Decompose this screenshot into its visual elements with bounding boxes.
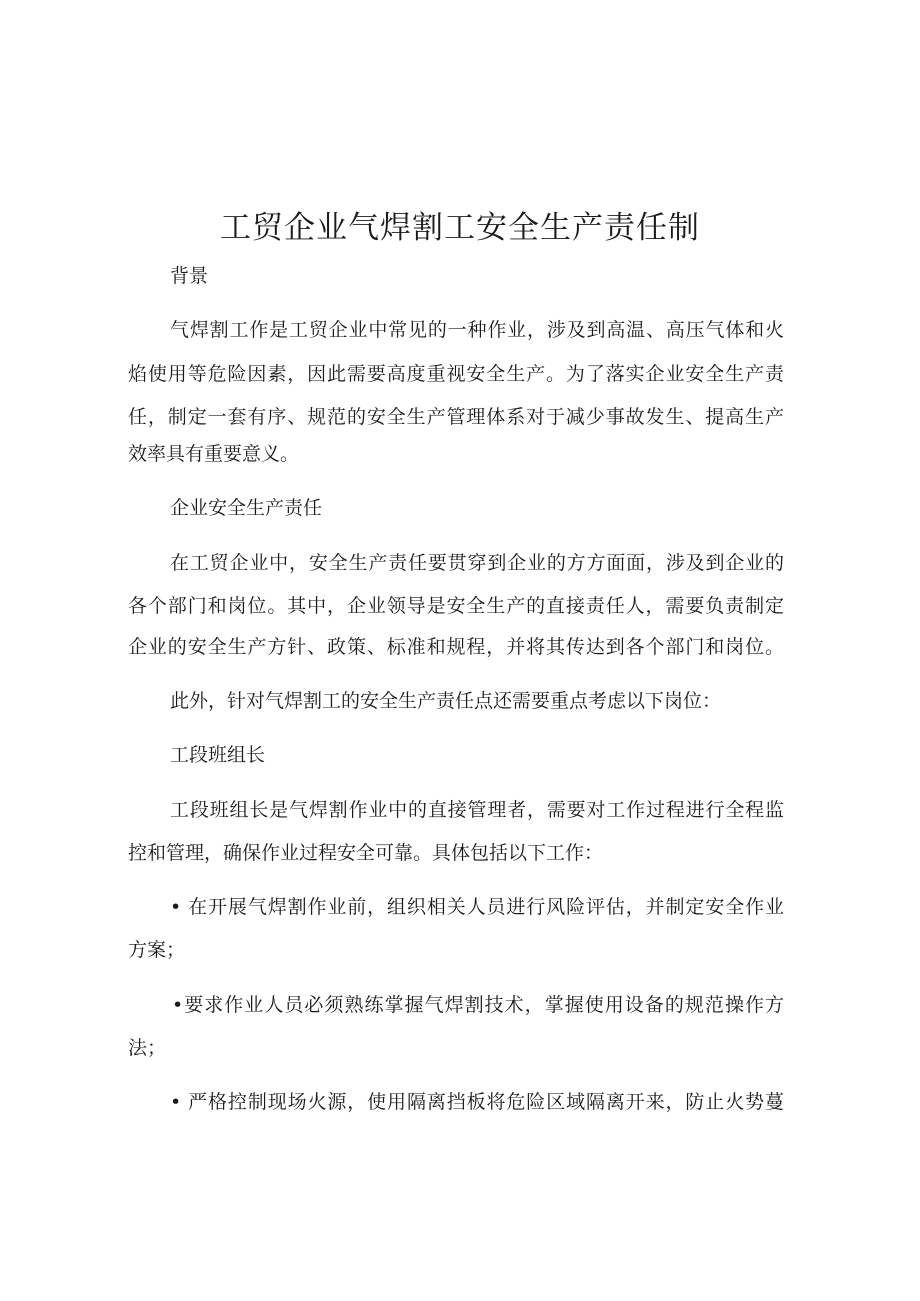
paragraph-line: 任，制定一套有序、规范的安全生产管理体系对于减少事故发生、提高生产 [128,406,784,428]
paragraph-line: 效率具有重要意义。 [128,443,300,465]
bullet-item-line: 方案； [128,939,186,961]
bullet-item-line: •要求作业人员必须熟练掌握气焊割技术，掌握使用设备的规范操作方 [172,994,784,1016]
paragraph-line: 此外，针对气焊割工的安全生产责任点还需要重点考虑以下岗位： [170,690,722,712]
paragraph-line: 控和管理，确保作业过程安全可靠。具体包括以下工作： [128,842,604,864]
section-heading-background: 背景 [170,265,209,287]
paragraph-line: 企业的安全生产方针、政策、标准和规程，并将其传达到各个部门和岗位。 [128,636,784,658]
paragraph-line: 气焊割工作是工贸企业中常见的一种作业，涉及到高温、高压气体和火 [170,319,784,341]
bullet-item-line: 法； [128,1037,167,1059]
section-heading-team-leader: 工段班组长 [170,744,266,766]
bullet-item-line: • 严格控制现场火源，使用隔离挡板将危险区域隔离开来，防止火势蔓 [170,1091,784,1113]
document-title: 工贸企业气焊割工安全生产责任制 [220,210,700,246]
paragraph-line: 各个部门和岗位。其中，企业领导是安全生产的直接责任人，需要负责制定 [128,595,784,617]
bullet-item-line: • 在开展气焊割作业前，组织相关人员进行风险评估，并制定安全作业 [170,896,784,918]
section-heading-responsibility: 企业安全生产责任 [170,497,323,519]
paragraph-line: 焰使用等危险因素，因此需要高度重视安全生产。为了落实企业安全生产责 [128,363,784,385]
paragraph-line: 工段班组长是气焊割作业中的直接管理者，需要对工作过程进行全程监 [170,799,784,821]
paragraph-line: 在工贸企业中，安全生产责任要贯穿到企业的方方面面，涉及到企业的 [170,552,784,574]
